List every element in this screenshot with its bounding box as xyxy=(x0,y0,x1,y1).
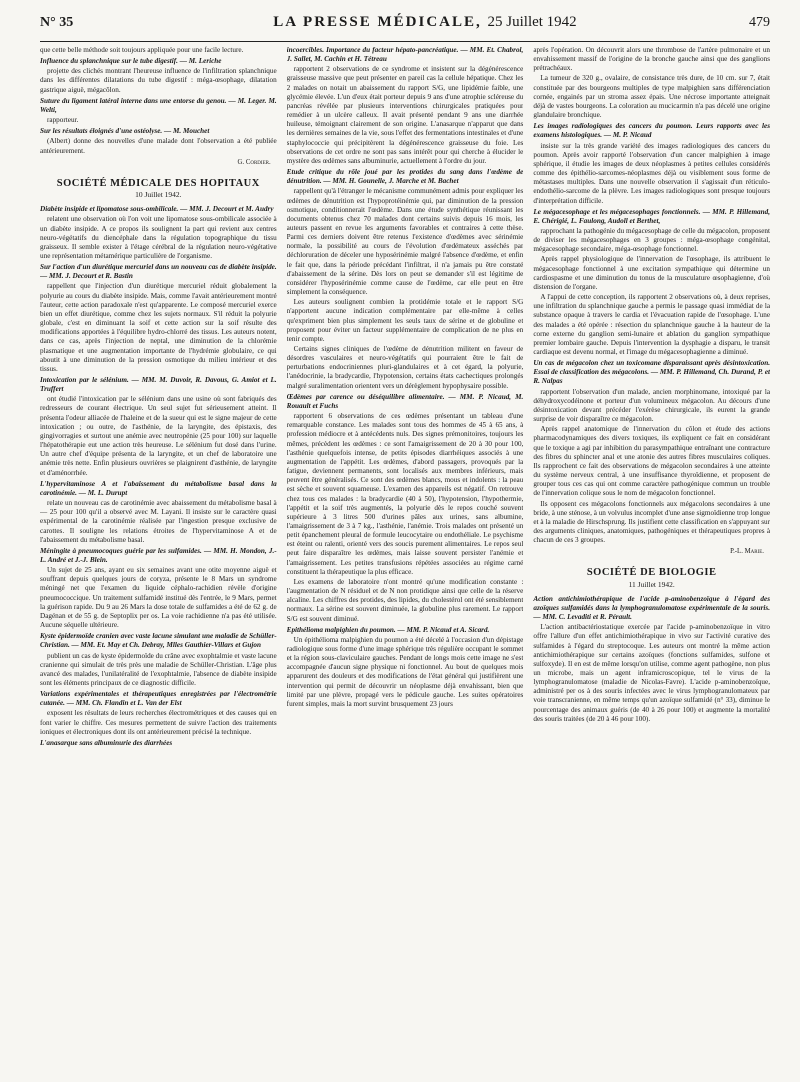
section-date: 10 Juillet 1942. xyxy=(135,190,182,200)
article-body: Un sujet de 25 ans, ayant eu six semaines avant une otite moyenne aiguë et souffrant depuis quelques jours de coryza, présente le 8 Mars un syndrome méningé net que l'examen du liquide céphalo-rachidien révèle d'origine pneumococcique. Un traitement sulfamidé institué dès l'entrée, le 9 Mars, permet la guérison rapide. Du 9 au 26 Mars la dose totale de sulfamides a été de 62 g. de Dagénan et de 55 g. de Septoplix per os. La voie rachidienne n'a pas été utilisée. Aucune séquelle ultérieure. xyxy=(40,566,277,630)
journal-name: LA PRESSE MÉDICALE, xyxy=(273,14,482,30)
journal-title xyxy=(120,14,730,31)
article-body: rapportent l'observation d'un malade, ancien morphinomane, intoxiqué par la déhydroxycodéinone et porteur d'un volumineux mégacolon. Au décours d'une désintoxication devant précéder l'exérèse chirurgicale, ils eurent la grande surprise de voir disparaître ce mégacolon. xyxy=(533,387,770,424)
article-body: rappellent qu'à l'étranger le mécanisme communément admis pour expliquer les œdèmes de dénutrition est l'hypoprotéinémie qui, par diminution de la pression osmotique, conditionnerait l'œdème. Dans une étude synthétique réunissant les documents obtenus chez 70 malades dont certains suivis depuis 16 mois, les auteurs passent en revue les arguments favorables et contraires à cette thèse. Parmi ces derniers doivent être retenus l'existence d'œdèmes avec sérinémie normale, la possibilité au cours de l'évolution d'œdémateux asséchés par déchloruration de déceler une hyposérinémie malgré l'absence d'œdème, et enfin le fait que, dans la période précédant l'infiltrat, il n'a jamais pu être constaté d'abaissement de la sérine. Dès lors on peut se demander s'il est légitime de considérer l'hyposérinémie comme cause de l'œdème, car elle peut en être simplement la conséquence. xyxy=(286,187,524,297)
article-body: rappellent que l'injection d'un diurétique mercuriel réduit globalement la polyurie au cours du diabète insipide. Mais, comme l'avait antérieurement montré l'auteur, cette action paradoxale n'est qu'apparente. Le composé mercuriel exerce bien un effet diurétique, comme chez les sujets normaux. S'il réduit la polyurie globale, c'est en diminuant la soif et cette action sur la soif résulte des modifications apportées à l'équilibre hydro-chlorré des tissus. Les auteurs notent, dans ce cas, après l'injection de neptal, une diminution de la chlorémie plasmatique et une augmentation importante de l'hydrémie globulaire, ce qui aboutit à une diminution de la pression osmotique du milieu intérieur et des tissus. xyxy=(40,282,277,373)
article-body: relate un nouveau cas de carotinémie avec abaissement du métabolisme basal à — 25 pour 100 qu'il a observé avec M. Layani. Il insiste sur le caractère quasi expérimental de la carotinémie réalisée par l'ingestion presque exclusive de carottes. Il souligne les relations étroites de l'hypervitaminose A et de l'abaissement du métabolisme basal. xyxy=(40,499,277,544)
article-body: A l'appui de cette conception, ils rapportent 2 observations où, à deux reprises, une infiltration du splanchnique gauche a permis le passage quasi immédiat de la substance opaque à travers le cardia et l'évacuation rapide de l'œsophage. L'une des malades a été opérée : résection du splanchnique gauche à la hauteur de la corne externe du ganglion semi-lunaire et ablation du ganglion sympathique premier lombaire gauche. Depuis l'intervention la dysphagie a disparu, le transit cardiaque est devenu normal, et l'image du mégacesophagienne a diminué. xyxy=(533,293,770,356)
article-body: Les auteurs soulignent combien la protidémie totale et le rapport S/G n'apportent aucune indication complémentaire par elle-même à celles qu'expriment bien plus simplement les seuls taux de sérine et de globuline et proposent pour éviter un facteur supplémentaire de complication de ne plus en tenir compte. xyxy=(286,298,524,343)
article-title: Influence du splanchnique sur le tube digestif. — M. Leriche xyxy=(40,57,222,66)
article-body: projette des clichés montrant l'heureuse influence de l'infiltration splanchnique dans les différentes dilatations du tube digestif : méga-œsophage, dilatation gastrique aiguë, mégacôlon. xyxy=(40,67,277,94)
article-title: Sur l'action d'un diurétique mercuriel dans un nouveau cas de diabète insipide. — MM. J. Decourt et R. Bastin xyxy=(40,263,277,281)
article-title: L'anasarque sans albuminurie des diarrhées xyxy=(40,738,173,747)
page-number: 479 xyxy=(749,15,770,30)
article-title: Un cas de mégacolon chez un toxicomane disparaissant après désintoxication. Essai de classification des mégacolons. — MM. P. Hillemand, Ch. Durand, P. et R. Nalpas xyxy=(533,359,770,386)
article-body: Certains signes cliniques de l'œdème de dénutrition militent en faveur de désordres vasculaires et neuro-végétatifs qui pourraient être le fait de perturbations endocriniennes pluri-glandulaires et à cet égard, la polyurie, l'anédocrinie, la bradycardie, l'hypotension, certains états cachectiques prolongés malgré suralimentation orientent vers un dérèglement hypophysaire possible. xyxy=(286,345,524,390)
article-body: insiste sur la très grande variété des images radiologiques des cancers du poumon. Après avoir rapporté l'observation d'un cancer malpighien à image sphérique, il étudie les images de deux néoplasmes à petites cellules considérés comme des épithélio-sarcomes-néoplasmes déjà ou visiblement sous forme de métastases multiples. Dans une nouvelle observation il s'agissait d'un réticulo-endothélio-sarcome de la plèvre. Les images radiologiques sont presque toujours d'interprétation difficile. xyxy=(533,141,770,205)
page-header xyxy=(40,14,770,36)
article-title: Sur les résultats éloignés d'une ostéolyse. — M. Mouchet xyxy=(40,127,210,136)
paragraph: que cette belle méthode soit toujours appliquée pour une facile lecture. xyxy=(40,46,244,54)
article-title: Diabète insipide et lipomatose sous-ombilicale. — MM. J. Decourt et M. Audry xyxy=(40,205,274,214)
signature: P.-L. Marie. xyxy=(730,548,765,556)
article-body: La tumeur de 320 g., ovalaire, de consistance très dure, de 10 cm. sur 7, était constituée par des bourgeons multiples de type malpighien sans différenciation cornée, engainés par un stroma assez épais. Une nécrose importante atteignait déjà de vastes bourgeons. La coloration au mucicarmin n'a pas décelé une origine glandulaire bronchique. xyxy=(533,74,770,120)
column-2 xyxy=(287,46,524,1076)
article-body: rapportent 2 observations de ce syndrome et insistent sur la dégénérescence graisseuse massive que peut présenter en pareil cas la cellule hépatique. Chez les 2 malades on notait un abaissement du rapport S/G, une lipidémie faible, une glycémie élevée. L'un d'eux était porteur depuis 9 ans d'une atrophie scléreuse du pancréas révélée par plusieurs interventions chirurgicales pratiquées pour remédier à un ulcère calleux. Il avait présenté pendant 9 ans une diarrhée huileuse, témoignant clairement de son origine. L'anasarque n'apparut que dans les dernières semaines de la vie, sous l'effet des fermentations intestinales et d'une staphylococcie qui précipitèrent la dégénérescence graisseuse du foie. Les observations de cet ordre ne sont pas sans intérêt pour qui cherche à élucider le mystère des œdèmes sans albuminurie, actuellement à l'ordre du jour. xyxy=(286,65,524,165)
issue-number: N° 35 xyxy=(40,15,74,30)
article-title: Kyste épidermoïde cranien avec vaste lacune simulant une maladie de Schüller-Christian. — MM. Et. May et Ch. Debray, Mlles Gauthier-Villars et Gujon xyxy=(40,632,277,650)
article-title: Œdèmes par carence ou déséquilibre alimentaire. — MM. P. Nicaud, M. Rouault et Fuchs xyxy=(286,392,524,410)
article-body: Ils opposent ces mégacolons fonctionnels aux mégacolons secondaires à une bride, à une sténose, à un volvulus incomplet d'une anse sigmoïdienne trop longue et à la maladie de Hirschsprung. Ils justifient cette classification en s'appuyant sur des arguments cliniques, anatomiques, pathogéniques et thérapeutiques propres à chacun de ces 3 groupes. xyxy=(533,499,770,545)
article-body: (Albert) donne des nouvelles d'une malade dont l'observation a été publiée antérieurement. xyxy=(40,137,277,155)
column-3 xyxy=(533,46,770,1076)
article-title: L'hypervitaminose A et l'abaissement du métabolisme basal dans la carotinémie. — M. L. Durupt xyxy=(40,479,277,497)
article-title: Variations expérimentales et thérapeutiques enregistrées par l'électrométrie cutanée. — MM. Ch. Flandin et L. Van der Elst xyxy=(40,690,277,708)
article-title: Etude critique du rôle joué par les protides du sang dans l'œdème de dénutrition. — MM. H. Gounelle, J. Marche et M. Bachet xyxy=(286,168,524,186)
article-body: après l'opération. On découvrit alors une thrombose de l'artère pulmonaire et un envahissement massif de l'origine de la bronche gauche ainsi que des ganglions prétrachéaux. xyxy=(533,46,770,73)
issue-date: 25 Juillet 1942 xyxy=(487,14,577,30)
section-heading: SOCIÉTÉ DE BIOLOGIE xyxy=(586,567,717,579)
article-title: Méningite à pneumocoques guérie par les sulfamides. — MM. H. Mondon, J.-L. André et J.-J. Blein. xyxy=(40,546,277,564)
article-title: incoercibles. Importance du facteur hépato-pancréatique. — MM. Et. Chabrol, J. Sallet, M. Cachin et H. Tétreau xyxy=(286,46,524,64)
article-body: rapprochant la pathogénie du mégacesophage de celle du mégacolon, proposent de diviser les mégacesophages en 3 groupes : méga-œsophage congénital, mégacesophage secondaire, méga-œsophage fonctionnel. xyxy=(533,226,770,254)
article-body: relatent une observation où l'on voit une lipomatose sous-ombilicale associée à un diabète insipide. A ce propos ils soulignent la part qui revient aux centres neuro-végétatifs du diencéphale dans la régulation topographique du tissu graisseux. Il semble exister à l'étage cérébral de la régulation neuro-végétative une représentation métamérique particulière de l'organisme. xyxy=(40,215,277,260)
article-body: Un épithélioma malpighien du poumon a été décelé à l'occasion d'un dépistage radiologique sous forme d'une image sphérique très régulière occupant le sommet et la région sous-claviculaire gauches. Pendant de longs mois cette image ne s'est accompagnée d'aucun signe physique ni fonctionnel. Au bout de quelques mois apparurent des douleurs et des modifications de l'état général qui justifièrent une intervention qui permit de découvrir un néoplasme déjà envahissant, bien que limité par une plèvre, propagé vers le pédicule gauche. Les suites opératoires furent simples, mais la mort survint brusquement 23 jours xyxy=(286,635,524,708)
article-body: exposent les résultats de leurs recherches électrométriques et des causes qui en font varier le chiffre. Ces mesures permettent de suivre l'action des traitements ioniques et électroniques dont ils ont antérieurement précisé la technique. xyxy=(40,709,277,736)
signature: G. Cordier. xyxy=(237,158,271,166)
article-title: Les images radiologiques des cancers du poumon. Leurs rapports avec les examens histologiques. — M. P. Nicaud xyxy=(533,122,770,140)
article-body: rapportent 6 observations de ces œdèmes présentant un tableau d'une remarquable constance. Les malades sont tous des hommes de 45 à 65 ans, à profession médiocre et à antécédents nuls. Des signes prémonitoires, toujours les mêmes, précèdent les œdèmes : ce sont l'amaigrissement de 20 à 30 pour 100, l'asthénie quelquefois intense, de petits épisodes diarrhéiques associés à une augmentation de l'appétit. Les œdèmes, d'abord passagers, provoqués par la fatigue, deviennent permanents, sont localisés aux membres inférieurs, mais peuvent être généralisés. Ce sont des œdèmes blancs, mous et indolents : la peau est sèche et souvent squameuse. L'examen des appareils est négatif. On retrouve chez tous ces malades : la bradycardie (40 à 50), l'hypotension, l'hypothermie, l'appétit et la soif très augmentés, la polyurie dès le repos couché souvent supérieure à 3 litres 500 d'urines pâles aux urines, sans albumine, l'amaigrissement de 3 à 7 kg., l'asthénie, l'anémie. Trois malades ont présenté un petit épanchement pleural de formule leucocytaire ou endothéliale. Le psychisme est éteint ou ralenti, orienté vers des soucis purement alimentaires. Le repos seul peut faire disparaître les œdèmes, mais laisse souvent persister l'anémie et l'amaigrissement. Les petites transfusions répétées associées au régime carné constituent la thérapeutique la plus efficace. xyxy=(286,412,524,576)
article-body: ont étudié l'intoxication par le sélénium dans une usine où sont fabriqués des redresseurs de courant électrique. Un seul sujet fut sérieusement atteint. Il présenta l'odeur alliacée de l'haleine et de la sueur qui est le signe majeur de cette intoxication ; ou outre, de l'asthénie, de la laryngite, des épistaxis, des gingivorragies et surtout une anémie avec neutropénie (25 pour 100) sur laquelle l'hépatothérapie eut une action très heureuse. Le sélénium fut dosé dans l'urine. Un autre chef d'équipe présenta de la laryngite, et un chef de laboratoire une anémie très nette. Enfin plusieurs ouvrières se plaignirent d'asthénie, de laryngite et d'aménorrhée. xyxy=(40,395,277,477)
article-title: Le mégacesophage et les mégacesophages fonctionnels. — MM. P. Hillemand, E. Chérigié, L. Faulong, Audoll et Berthet, xyxy=(533,207,770,225)
article-title: Intoxication par le sélénium. — MM. M. Duvoir, R. Davous, G. Amiot et L. Truffert xyxy=(40,376,277,394)
header-rule xyxy=(40,41,770,42)
article-title: Suture du ligament latéral interne dans une entorse du genou. — M. Leger. M. Welti, xyxy=(40,96,277,114)
article-body: publient un cas de kyste épidermoïde du crâne avec exophtalmie et vaste lacune cranienne qui simulait de très près une maladie de Schüller-Christian. L'âge plus avancé des malades, l'unilatéralité de l'exophtalmie, l'absence de diabète insipide sont les éléments principaux de ce diagnostic difficile. xyxy=(40,651,277,687)
article-body: Après rappel anatomique de l'innervation du côlon et étude des actions pharmacodynamiques des divers toxiques, ils expliquent ce fait en considérant que le toxique a agi par inhibition du parasympathique entraînant une contracture des fibres du sphincter anal et une atonie des autres fibres musculaires coliques. Ils rapprochent ce fait des observations de mégacolon secondaires à une atteinte du système nerveux central, à une insuffisance thyroïdienne, et proposent de grouper tous ces cas qui ont comme caractère pathogénique commun un trouble de l'innervation colique sous le nom de mégacolon fonctionnel. xyxy=(533,425,770,498)
columns xyxy=(40,46,770,1076)
article-title: Epithélioma malpighien du poumon. — MM. P. Nicaud et A. Sicard. xyxy=(286,625,490,634)
column-1 xyxy=(40,46,277,1076)
section-heading: SOCIÉTÉ MÉDICALE DES HOPITAUX xyxy=(56,177,260,189)
article-body: Après rappel physiologique de l'innervation de l'œsophage, ils attribuent le mégacesophage fonctionnel à une excitation sympathique qui détermine un cardiospasme et une diminution du tonus de la musculature œsophagienne, d'où distension de l'organe. xyxy=(533,255,770,291)
article-body: L'action antibactériostatique exercée par l'acide p-aminobenzoïque in vitro offre l'allure d'un effet antichimiothérapique in vivo sur l'activité curative des sulfamides à l'égard du streptocoque. Les auteurs ont montré la même action antichimiothérapique sur certains azoïques (fonctions sulfamides, sulfone et sulfoxyde). Il en est de même lorsqu'on utilise, comme agent pathogène, non plus un microbe, mais un agent inframicroscopique, tel le virus de la lymphogranulomatose (maladie de Nicolas-Favre). L'acide p-aminobenzoïque, administré per os à des souris infectées avec le virus lymphogranulomateux par voie transcranienne, en même temps qu'un azoïque sulfamidé (n° 33), diminue le pourcentage des animaux guéris (de 40 à 26 pour 100) et augmente la mortalité des souris traitées (de 20 à 46 pour 100). xyxy=(533,623,770,723)
article-body: rapporteur. xyxy=(47,116,79,125)
section-date: 11 Juillet 1942. xyxy=(628,579,675,589)
article-body: Les examens de laboratoire n'ont montré qu'une modification constante : l'augmentation de N résiduel et de N non protidique ainsi que celle de la réserve alcaline. Les chiffres des protides, des lipides, du cholestérol ont été sensiblement normaux. La sérine est souvent diminuée, la globuline plus rarement. Le rapport S/G est souvent diminué. xyxy=(286,577,524,623)
article-title: Action antichimiothérapique de l'acide p-aminobenzoïque à l'égard des azoïques sulfamidés dans la lymphogranulomatose expérimentale de la souris. — MM. C. Levaditi et R. Pérault. xyxy=(533,594,770,622)
